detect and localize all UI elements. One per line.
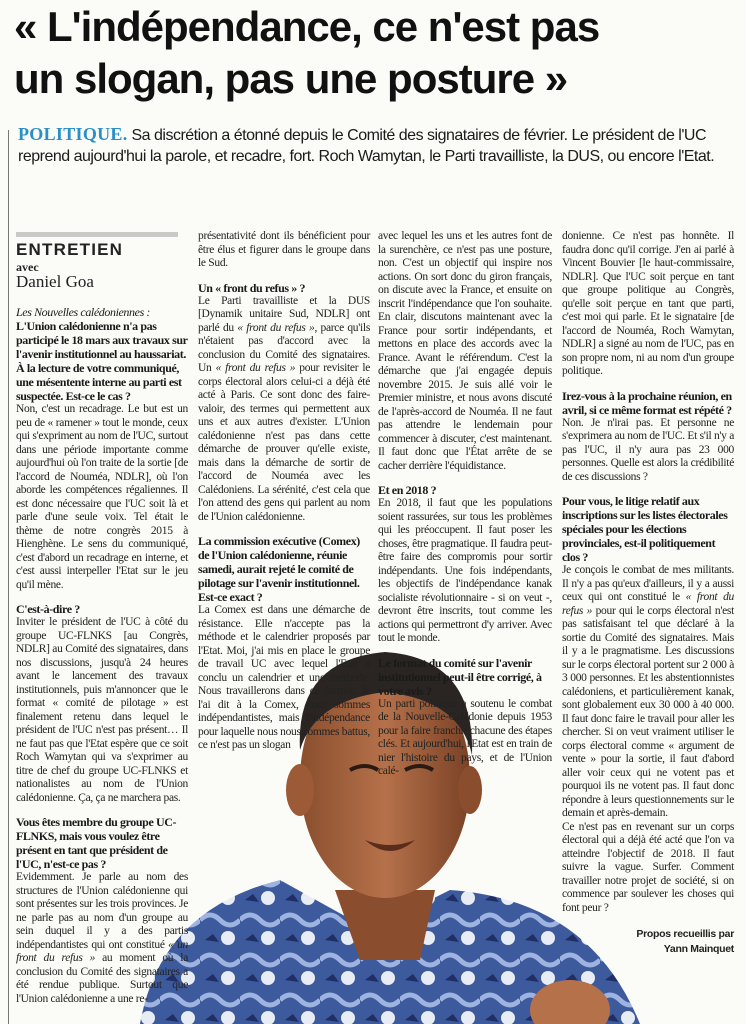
answer-continued: avec lequel les uns et les autres font de la surenchère, ce n'est pas une posture, non. C'est un objectif qui inspire nos actions. On sort donc du giron français, on discute avec la France, et ensuite on inscrit l'indépendance que l'on souhaite. En clair, discutons maintenant avec la France pour sortir indépendants, et mettons en place des accords avec la France. Avant le référendum. C'est la démarche que j'ai engagée depuis novembre 2015. Je suis allé voir le Premier ministre, et nous avons discuté de l'après-accord de Nouméa. Il ne faut pas attendre le lendemain pour commencer à discuter, c'est maintenant. Il faut donc que l'État arrête de se cacher derrière l'équidistance. xyxy=(378,230,552,472)
question-format: Le format du comité sur l'avenir institutionnel peut-il être corrigé, à votre avis ? xyxy=(378,655,542,698)
question-avril: Irez-vous à la prochaine réunion, en avril, si ce même format est répété ? xyxy=(562,388,732,417)
interview-label: ENTRETIEN xyxy=(16,240,124,259)
column-1 xyxy=(16,305,188,1006)
byline-author: Yann Mainquet xyxy=(663,943,734,955)
sidebar-bar xyxy=(16,232,178,237)
answer-listes: Je conçois le combat de mes militants. Il n'y a pas qu'eux d'ailleurs, il y a aussi ceux qui ont constitué le « front du refus » pour qui le corps électoral n'est pas satisfaisant tel que déclaré à la sortie du Comité des signataires. Mais il y a le pragmatisme. Les discussions sur le corps électoral portent sur 2 000 à 3 000 personnes. Et les abstentionnistes calédoniens, et particulièrement kanak, sont globalement eux 30 000 à 40 000. Il faut donc faire le travail pour aller les chercher. Si on veut vraiment utiliser le corps électoral comme « argument de vente » pour la sortie, il faut d'abord aller voir ceux qui ne votent pas et pourquoi ils ne votent pas. Il faut donc répondre à leurs questionnements sur le demain et après-demain. xyxy=(562,564,734,819)
column-2 xyxy=(198,230,370,753)
answer-2018: En 2018, il faut que les populations soient rassurées, sur tous les problèmes qui les préoccupent. Il faut poser les choses, être pragmatique. Il faudra peut-être faire des compromis pour sortir indépendants. Une fois indépendants, les objectifs de l'indépendance kanak socialiste révolutionnaire - si on veut -, devront être inscrits, tout comme les actions qui permettront d'y arriver. Avec tout le monde. xyxy=(378,497,552,644)
question-front-refus: Un « front du refus » ? xyxy=(198,280,306,295)
answer-comex: La Comex est dans une démarche de résistance. Elle n'accepte pas la méthode et le calendrier proposés par l'Etat. Moi, j'ai mis en place le groupe de travail UC avec lequel l'Etat a conclu un calendrier et une méthode. Nous travaillerons dans ce format. Je l'ai dit à la Comex, nous sommes indépendantistes, mais l'indépendance pour laquelle nous nous sommes battus, ce n'est pas un slogan xyxy=(198,604,371,751)
question-comex: La commission exécutive (Comex) de l'Union calédonienne, réunie samedi, aurait rejeté le comité de pilotage sur l'avenir institutionnel. Est-ce exact ? xyxy=(198,534,360,604)
source-label: Les Nouvelles calédoniennes : xyxy=(16,305,151,319)
article-deck xyxy=(18,124,734,167)
answer-format: Un parti politique a soutenu le combat de la Nouvelle-Calédonie depuis 1953 pour la faire franchir chacune des étapes clés. Et aujourd'hui, l'Etat est en train de nier l'histoire du pays, et de l'Union calé- xyxy=(378,697,552,777)
question-3: Vous êtes membre du groupe UC-FLNKS, mais vous voulez être présent en tant que président de l'UC, n'est-ce pas ? xyxy=(16,815,177,871)
answer-1: Non, c'est un recadrage. Le but est un peu de « ramener » tout le monde, ceux qui s'expriment au nom de l'UC, surtout dans une période importante comme aujourd'hui où l'on traite de la sortie [de l'accord de Nouméa, NDLR], où l'on aborde les compétences régaliennes. Il est donc nécessaire que l'UC soit là et parle d'une seule voix. Tel était le thème de notre congrès 2015 à Hienghène. Le sens du communiqué, c'est d'abord un recadrage en interne, et c'est aussi interpeller l'Etat sur le jeu qu'il mène. xyxy=(16,403,188,591)
question-2: C'est-à-dire ? xyxy=(16,602,80,616)
question-text: L'Union calédonienne n'a pas participé le 18 mars aux travaux sur l'avenir institutionnel au haussariat. À la lecture de votre communiqué, une mésentente interne au parti est suspectée. Est-ce le cas ? xyxy=(16,319,188,403)
question-listes: Pour vous, le litige relatif aux inscriptions sur les listes électorales spéciales pour les élections provinciales, est-il politiquement clos ? xyxy=(562,494,728,564)
answer-avril: Non. Je n'irai pas. Et personne ne s'exprimera au nom de l'UC. Et s'il n'y a pas l'UC, il n'y aura pas 23 000 personnes. Quelle est alors la crédibilité de ces discussions ? xyxy=(562,416,734,483)
answer-listes-2: Ce n'est pas en revenant sur un corps électoral qui a déjà été acté que l'on va atteindre l'objectif de 2018. Il faut suivre la vague. Surfer. Comment travailler notre projet de société, si on commence par soulever les choses qui font peur ? xyxy=(562,820,734,914)
headline-line-2: un slogan, pas une posture » xyxy=(14,55,568,102)
column-3 xyxy=(378,230,552,779)
answer-continued: présentativité dont ils bénéficient pour être élus et figurer dans le groupe dans le Sud. xyxy=(198,230,370,269)
answer-3: Evidemment. Je parle au nom des structures de l'Union calédonienne qui sont présentes sur les trois provinces. Je ne parle pas au nom d'un groupe au sein duquel il y a des partis indépendantistes qui ont constitué « un front du refus » au moment où la conclusion du Comité des signataires a été rendue publique. Surtout que l'Union calédonienne a une re- xyxy=(16,871,189,1005)
interview-with: avec xyxy=(16,260,39,274)
column-rule xyxy=(8,130,9,1024)
headline-line-1: « L'indépendance, ce n'est pas xyxy=(14,3,600,50)
answer-front-refus: Le Parti travailliste et la DUS [Dynamik unitaire Sud, NDLR] ont parlé du « front du refus », parce qu'ils n'étaient pas d'accord avec la conclusion du Comité des signataires. Un « front du refus » pour revisiter le corps électoral alors celui-ci a déjà été acté à Paris. Ce sont donc des faire-valoir, des termes qui permettent aux uns et aux autres d'exister. L'Union calédonienne n'est pas dans cette démarche de prouver qu'elle existe, mais dans la démarche de sortir de l'accord de Nouméa avec les Calédoniens. La sérénité, c'est cela que l'on attend des gens qui parlent au nom de l'Union calédonienne. xyxy=(198,294,371,523)
deck-text: Sa discrétion a étonné depuis le Comité des signataires de février. Le président de l'UC reprend aujourd'hui la parole, et recadre, fort. Roch Wamytan, le Parti travailliste, la DUS, ou encore l'Etat. xyxy=(18,127,715,165)
question-1 xyxy=(16,305,188,403)
answer-continued: donienne. Ce n'est pas honnête. Il faudra donc qu'il corrige. J'en ai parlé à Vincent Bouvier [le haut-commissaire, NDLR]. Que l'UC soit perçue en tant que groupe politique au Congrès, qu'elle soit perçue en tant que parti, c'est moi qui parle. Et le signataire [de l'accord de Nouméa, Roch Wamytan, NDLR] a signé au nom de l'UC, pas en son propre nom, ni au nom d'un groupe politique. xyxy=(562,230,734,377)
byline-label: Propos recueillis par xyxy=(636,928,734,940)
interviewee-name: Daniel Goa xyxy=(16,272,94,291)
answer-2: Inviter le président de l'UC à côté du groupe UC-FLNKS [au Congrès, NDLR] au Comité des signataires, dans nos discussions, jusqu'à 24 heures avant le lancement des travaux institutionnels, puis m'annoncer que le format « comité de pilotage » est finalement retenu dans lequel le président de l'UC n'est pas présent… Il ne faut pas que l'Etat espère que ce soit Roch Wamytan qui va s'exprimer au titre de chef du groupe UC-FLNKS et nationalistes au nom de l'Union calédonienne. Ça, ça ne marchera pas. xyxy=(16,616,188,804)
question-2018: Et en 2018 ? xyxy=(378,483,437,497)
byline xyxy=(562,927,734,957)
section-kicker: POLITIQUE. xyxy=(18,124,128,144)
column-4 xyxy=(562,230,734,957)
